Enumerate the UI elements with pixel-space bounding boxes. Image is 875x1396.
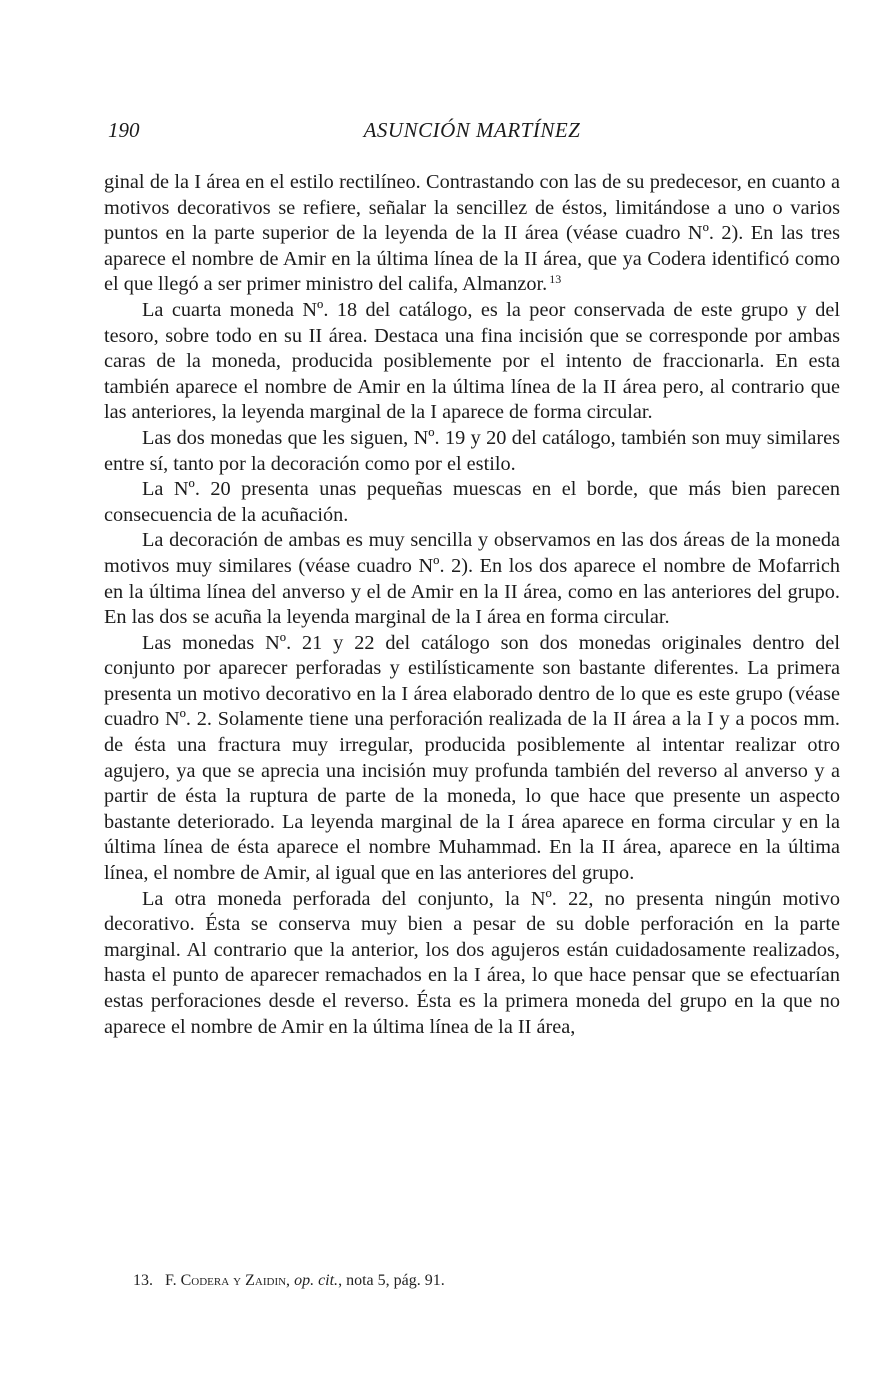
running-head [104, 118, 840, 148]
page [104, 118, 840, 1040]
paragraph [104, 170, 840, 298]
footnote-work: op. cit. [294, 1272, 339, 1289]
footnote-reference: 13 [549, 271, 562, 286]
footnote-ref-text: , nota 5, pág. 91. [338, 1272, 445, 1289]
paragraph: La cuarta moneda Nº. 18 del catálogo, es la peor conservada de este grupo y del tesoro, sobre todo en su II área. Destaca una fina incisión que se corresponde por ambas caras de la moneda, producida posiblemente por el intento de fraccionarla. En esta también aparece el nombre de Amir en la última línea de la II área pero, al contrario que las anteriores, la leyenda marginal de la I aparece de forma circular. [104, 298, 840, 424]
paragraph-text: ginal de la I área en el estilo rectilíneo. Contrastando con las de su predecesor, en cuanto a motivos decorativos se refiere, señalar la sencillez de éstos, limitándose a uno o varios puntos en la parte superior de la leyenda de la II área (véase cuadro Nº. 2). En las tres aparece el nombre de Amir en la última línea de la II área, que ya Codera identificó como el que llegó a ser primer ministro del califa, Almanzor. [104, 171, 840, 296]
paragraph: Las dos monedas que les siguen, Nº. 19 y 20 del catálogo, también son muy similares entre sí, tanto por la decoración como por el estilo. [104, 426, 840, 475]
running-head-author: ASUNCIÓN MARTÍNEZ [363, 118, 581, 142]
paragraph: La otra moneda perforada del conjunto, la Nº. 22, no presenta ningún motivo decorativo. Ésta se conserva muy bien a pesar de su doble perforación en la parte marginal. Al contrario que la anterior, los dos agujeros están cuidadosamente realizados, hasta el punto de aparecer remachados en la I área, lo que hace pensar que se efectuarían estas perforaciones desde el reverso. Ésta es la primera moneda del grupo en la que no aparece el nombre de Amir en la última línea de la II área, [104, 887, 840, 1038]
page-number: 190 [108, 118, 140, 142]
paragraph: La decoración de ambas es muy sencilla y observamos en las dos áreas de la moneda motivos muy similares (véase cuadro Nº. 2). En los dos aparece el nombre de Mofarrich en la última línea del anverso y el de Amir en la II área, como en las anteriores del grupo. En las dos se acuña la leyenda marginal de la I área en forma circular. [104, 529, 840, 629]
footnote-author: F. Codera y Zaidin, [165, 1272, 291, 1289]
body-text [104, 170, 840, 1040]
paragraph: Las monedas Nº. 21 y 22 del catálogo son dos monedas originales dentro del conjunto por aparecer perforadas y estilísticamente son bastante diferentes. La primera presenta un motivo decorativo en la I área elaborado dentro de lo que es este grupo (véase cuadro Nº. 2. Solamente tiene una perforación realizada de la II área a la I y a pocos mm. de ésta una fractura muy irregular, producida posiblemente al intentar realizar otro agujero, ya que se aprecia una incisión muy profunda también del reverso al anverso y a partir de ésta la ruptura de parte de la moneda, lo que hace que presente un aspecto bastante deteriorado. La leyenda marginal de la I área aparece en forma circular y en la última línea de ésta aparece el nombre Muhammad. En la II área, aparece en la última línea, el nombre de Amir, al igual que en las anteriores del grupo. [104, 631, 840, 885]
footnote [133, 1272, 445, 1290]
footnote-number: 13. [133, 1272, 153, 1289]
paragraph: La Nº. 20 presenta unas pequeñas muescas en el borde, que más bien parecen consecuencia de la acuñación. [104, 478, 840, 526]
